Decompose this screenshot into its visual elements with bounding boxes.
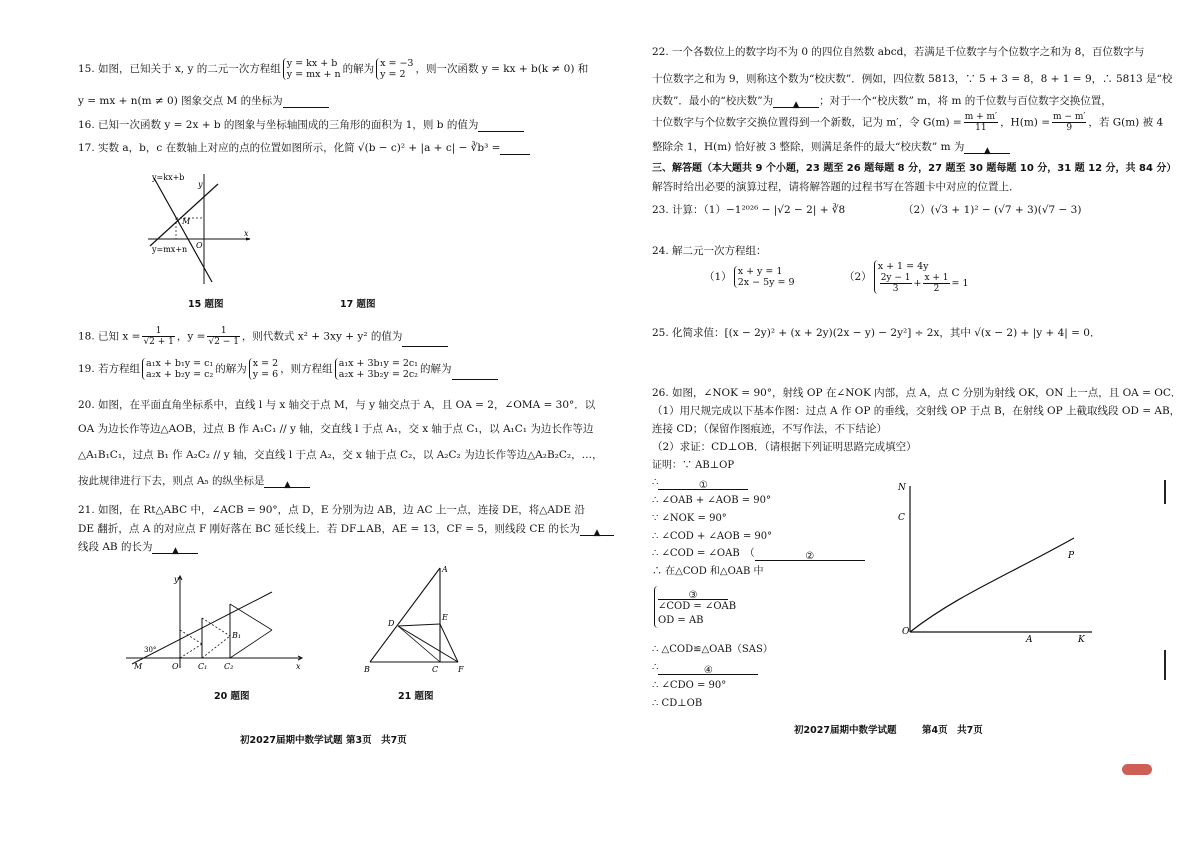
q19-r1: x = 2 xyxy=(252,358,279,369)
q20-line3: △A₁B₁C₁，过点 B₁ 作 A₂C₂ // y 轴，交直线 l 于点 A₂，交 x 轴于点 C₂，以 A₂C₂ 为边长作等边△A₂B₂C₂，…， xyxy=(78,449,603,461)
proof-b2: ∠COD = ∠OAB xyxy=(658,601,737,612)
q15-sol1: x = −3 xyxy=(380,58,414,69)
q22-line4 xyxy=(652,112,1163,133)
footer-right-title: 初2027届期中数学试题 xyxy=(794,725,897,736)
caption-15: 15 题图 xyxy=(188,299,224,310)
q20-line4 xyxy=(78,474,310,488)
fig20-label-M: M xyxy=(134,662,143,671)
q21-text-l2: DE 翻折，点 A 的对应点 F 刚好落在 BC 延长线上．若 DF⊥AB，AE = 13，CF = 5，则线段 CE 的长为 xyxy=(78,523,580,535)
stamp-mark xyxy=(1122,764,1152,775)
q21-line1: 21. 如图，在 Rt△ABC 中，∠ACB = 90°，点 D，E 分别为边 AB，边 AC 上一点，连接 DE，将△ADE 沿 xyxy=(78,504,585,516)
q22-h-num: m − m′ xyxy=(1053,112,1086,122)
q22-text-l4b: ，H(m) = xyxy=(1000,116,1051,129)
answer-triangle-icon: ▲ xyxy=(983,146,991,156)
q19-s1: a₁x + b₁y = c₁ xyxy=(146,358,214,369)
proof-p7: ∴ △COD≌△OAB（SAS） xyxy=(652,644,773,655)
q19 xyxy=(78,358,498,380)
proof-mark-3: ③ xyxy=(688,590,698,601)
q19-text-b: 的解为 xyxy=(215,363,247,375)
q19-text-c: ，则方程组 xyxy=(280,363,333,375)
q24-p2-num2: x + 1 xyxy=(924,273,949,283)
q24-p2-end: = 1 xyxy=(951,278,969,289)
fig20-label-x: x xyxy=(296,662,301,671)
caption-17: 17 题图 xyxy=(340,299,376,310)
proof-p5 xyxy=(652,547,865,561)
q15-text-b: 的解为 xyxy=(342,63,375,75)
q22-h-den: 9 xyxy=(1066,123,1073,133)
proof-blank-3[interactable] xyxy=(658,589,728,600)
fig15-label-x: x xyxy=(244,229,249,238)
q24-p2-den2: 2 xyxy=(933,284,940,294)
q19-system1 xyxy=(142,358,213,380)
q24-p2-frac1 xyxy=(880,273,912,294)
proof-p6: ∴ 在△COD 和△OAB 中 xyxy=(652,566,764,577)
q24-title: 24. 解二元一次方程组： xyxy=(652,245,767,257)
proof-blank-4[interactable] xyxy=(658,664,758,675)
fig26-label-N: N xyxy=(898,483,906,493)
q24-part1 xyxy=(704,266,797,288)
q26-line3: 连接 CD；（保留作图痕迹，不写作法，不下结论） xyxy=(652,423,888,435)
q22-text-l4a: 十位数字与个位数字交换位置得到一个新数，记为 m′，令 G(m) = xyxy=(652,116,962,129)
fig21-label-C: C xyxy=(432,665,439,674)
q19-answer-blank[interactable] xyxy=(452,369,498,380)
proof-p9: ∴ ∠CDO = 90° xyxy=(652,680,727,691)
q17-text: 17. 实数 a，b，c 在数轴上对应的点的位置如图所示，化简 √(b − c)² + |a + c| − ∛b³ = xyxy=(78,142,501,154)
q24-p2-den1: 3 xyxy=(892,284,899,294)
q20-line2: OA 为边长作等边△AOB，过点 B 作 A₁C₁ // y 轴，交直线 l 于点 A₁，交 x 轴于点 C₁，以 A₁C₁ 为边长作等边 xyxy=(78,423,594,435)
q15-answer-blank[interactable] xyxy=(283,97,329,108)
q23: 23. 计算：（1）−1²⁰²⁶ − |√2 − 2| + ∛8 （2）(√3 + 1)² − (√7 + 3)(√7 − 3) xyxy=(652,204,1082,216)
q18-answer-blank[interactable] xyxy=(402,336,448,347)
fig15-label-M: M xyxy=(182,217,191,226)
q18-text-c: ，则代数式 x² + 3xy + y² 的值为 xyxy=(241,330,403,343)
fig15-label-y: y xyxy=(198,180,203,189)
q24-part2 xyxy=(844,260,971,294)
proof-blank-2[interactable] xyxy=(755,550,865,561)
q15-solution xyxy=(376,58,413,80)
q22-h-frac xyxy=(1052,112,1086,133)
fig20-label-C1: C₁ xyxy=(198,662,208,671)
fig20-label-C2: C₂ xyxy=(224,662,234,671)
q21-line3 xyxy=(78,540,198,554)
fig21-label-E: E xyxy=(442,613,448,622)
q19-r2: y = 6 xyxy=(252,369,279,380)
q24-p1-system xyxy=(734,266,795,288)
proof-p4: ∴ ∠COD + ∠AOB = 90° xyxy=(652,531,773,542)
fig20-label-B1: B₁ xyxy=(232,631,242,640)
q17 xyxy=(78,141,530,155)
caption-20: 20 题图 xyxy=(214,691,250,702)
q18-y-frac xyxy=(207,326,239,347)
q18-text-b: ，y = xyxy=(176,330,206,343)
q16-text: 16. 已知一次函数 y = 2x + b 的图象与坐标轴围成的三角形的面积为 1，则 b 的值为 xyxy=(78,119,479,131)
q25: 25. 化简求值：[(x − 2y)² + (x + 2y)(2x − y) − 2y²] ÷ 2x，其中 √(x − 2) + |y + 4| = 0． xyxy=(652,327,1101,339)
q26-line1: 26. 如图，∠NOK = 90°，射线 OP 在∠NOK 内部，点 A，点 C 分别为射线 OK，ON 上一点，且 OA = OC． xyxy=(652,387,1182,399)
fig26-label-O: O xyxy=(902,627,910,637)
answer-triangle-icon: ▲ xyxy=(792,100,800,110)
q15-eq2: y = mx + n xyxy=(286,69,341,80)
proof-brace-group xyxy=(654,586,736,628)
q22-answer-blank-1[interactable] xyxy=(773,97,819,108)
q15-line2 xyxy=(78,94,329,108)
q21-line2 xyxy=(78,522,614,536)
answer-triangle-icon: ▲ xyxy=(593,528,601,538)
q22-line2: 十位数字之和为 9，则称这个数为“校庆数”．例如，四位数 5813，∵ 5 + 3 = 8，8 + 1 = 9，∴ 5813 是“校 xyxy=(652,73,1173,85)
footer-left-page: 第3页 共7页 xyxy=(346,735,407,746)
binding-mark-top xyxy=(1164,480,1166,504)
q22-text-l3b: ；对于一个“校庆数” m，将 m 的千位数与百位数字交换位置， xyxy=(819,95,1112,107)
proof-p10: ∴ CD⊥OB xyxy=(652,698,703,709)
q16-answer-blank[interactable] xyxy=(478,121,524,132)
section3-heading: 三、解答题（本大题共 9 个小题，23 题至 26 题每题 8 分，27 题至 30 题每题 10 分，31 题 12 分，共 84 分） xyxy=(652,163,1177,174)
figure-26 xyxy=(896,476,1096,646)
caption-21: 21 题图 xyxy=(398,691,434,702)
section3-instructions: 解答时给出必要的演算过程，请将解答题的过程书写在答题卡中对应的位置上． xyxy=(652,181,1020,193)
q22-g-den: 11 xyxy=(975,123,987,133)
proof-b3: OD = AB xyxy=(658,615,704,626)
q18-y-num: 1 xyxy=(207,326,239,337)
q21-text-l3: 线段 AB 的长为 xyxy=(78,541,153,553)
proof-mark-1: ① xyxy=(698,480,708,491)
q24-p1a: x + y = 1 xyxy=(737,266,783,277)
q26-line2: （1）用尺规完成以下基本作图：过点 A 作 OP 的垂线，交射线 OP 于点 B，在射线 OP 上截取线段 OD = AB， xyxy=(652,405,1181,417)
q22-line3 xyxy=(652,94,1112,108)
q18-x-frac xyxy=(142,326,174,347)
q22-text-l5: 整除余 1，H(m) 恰好被 3 整除，则满足条件的最大“校庆数” m 为 xyxy=(652,141,965,153)
q19-s2: a₂x + b₂y = c₂ xyxy=(146,369,214,380)
fig26-label-P: P xyxy=(1068,551,1075,561)
q15-text-c: ，则一次函数 y = kx + b(k ≠ 0) 和 xyxy=(415,63,589,75)
proof-mark-2: ② xyxy=(805,551,815,562)
q22-g-num: m + m′ xyxy=(964,112,998,122)
figure-21 xyxy=(362,562,474,678)
q18-y-den: √2 − 1 xyxy=(208,337,239,347)
q15-text-d: y = mx + n(m ≠ 0) 图象交点 M 的坐标为 xyxy=(78,95,283,107)
q15-text-a: 15. 如图，已知关于 x, y 的二元一次方程组 xyxy=(78,63,281,75)
footer-left-title: 初2027届期中数学试题 xyxy=(240,735,343,746)
fig20-label-angle: 30° xyxy=(144,646,157,654)
fig26-label-K: K xyxy=(1078,635,1085,645)
q24-p2-num1: 2y − 1 xyxy=(880,273,911,283)
q16 xyxy=(78,118,524,132)
q15-line1 xyxy=(78,58,588,80)
q24-p2a: x + 1 = 4y xyxy=(877,261,929,272)
figure-20 xyxy=(122,572,308,672)
q15-eq1: y = kx + b xyxy=(286,58,338,69)
q21-answer-blank-2[interactable] xyxy=(152,543,198,554)
fig26-label-A: A xyxy=(1026,635,1033,645)
q24-p2-system: x + 1 = 4y $\frac{2y - 1}{3}$ + $\frac{x + 1}{2}$ = 1 xyxy=(874,260,969,294)
proof-blank-1[interactable] xyxy=(658,479,748,490)
proof-p3: ∵ ∠NOK = 90° xyxy=(652,513,727,524)
q19-text-d: 的解为 xyxy=(420,363,452,375)
q19-system2 xyxy=(335,358,418,380)
q22-answer-blank-2[interactable] xyxy=(964,143,1010,154)
q20-answer-blank[interactable] xyxy=(264,477,310,488)
q24-p1b: 2x − 5y = 9 xyxy=(737,277,795,288)
q22-line5 xyxy=(652,140,1010,154)
q17-answer-blank[interactable] xyxy=(500,144,530,155)
fig21-label-F: F xyxy=(458,665,464,674)
fig15-label-line1: y=kx+b xyxy=(152,173,185,182)
q18-text-a: 18. 已知 x = xyxy=(78,330,141,343)
q19-result xyxy=(249,358,278,380)
q19-t2: a₂x + 3b₂y = 2c₂ xyxy=(338,369,418,380)
q22-text-l3a: 庆数”．最小的“校庆数”为 xyxy=(652,95,774,107)
right-page xyxy=(600,0,1200,849)
answer-triangle-icon: ▲ xyxy=(284,480,291,490)
proof-p5-text: ∴ ∠COD = ∠OAB （ xyxy=(652,548,755,559)
q19-text-a: 19. 若方程组 xyxy=(78,363,141,375)
q15-system xyxy=(283,58,341,80)
proof-p0: 证明：∵ AB⊥OP xyxy=(652,460,735,471)
proof-p8 xyxy=(652,661,758,675)
fig20-label-y: y xyxy=(174,575,179,584)
proof-p1-text: ∴ xyxy=(652,477,659,488)
q22-line1: 22. 一个各数位上的数字均不为 0 的四位自然数 abcd，若满足千位数字与个位数字之和为 8，百位数字与 xyxy=(652,46,1145,58)
proof-p1 xyxy=(652,476,748,490)
q26-line4: （2）求证：CD⊥OB．（请根据下列证明思路完成填空） xyxy=(652,441,917,453)
proof-p2: ∴ ∠OAB + ∠AOB = 90° xyxy=(652,495,772,506)
fig15-label-line2: y=mx+n xyxy=(152,245,188,254)
proof-mark-4: ④ xyxy=(703,665,713,676)
proof-p8-text: ∴ xyxy=(652,662,659,673)
proof-brace xyxy=(652,586,738,628)
q15-sol2: y = 2 xyxy=(380,69,406,80)
q19-t1: a₁x + 3b₁y = 2c₁ xyxy=(338,358,418,369)
figure-15 xyxy=(140,168,260,288)
fig21-label-D: D xyxy=(388,619,395,628)
q20-text-l4: 按此规律进行下去，则点 A₅ 的纵坐标是 xyxy=(78,475,265,487)
q24-p2-label: （2） xyxy=(844,271,872,283)
q18-x-den: √2 + 1 xyxy=(143,337,174,347)
q22-text-l4c: ，若 G(m) 被 4 xyxy=(1088,116,1164,129)
answer-triangle-icon: ▲ xyxy=(172,546,179,556)
fig15-label-O: O xyxy=(196,241,203,250)
q24-p1-label: （1） xyxy=(704,271,732,283)
q24-p2-frac2 xyxy=(923,273,949,294)
fig21-label-A: A xyxy=(442,565,448,574)
q18-x-num: 1 xyxy=(142,326,174,337)
fig21-label-B: B xyxy=(364,665,370,674)
q18 xyxy=(78,326,448,347)
fig20-label-O: O xyxy=(172,662,179,671)
footer-right-page: 第4页 共7页 xyxy=(922,725,983,736)
binding-mark-bottom xyxy=(1164,650,1166,680)
q22-g-frac xyxy=(964,112,998,133)
fig26-label-C: C xyxy=(898,513,905,523)
q20-line1: 20. 如图，在平面直角坐标系中，直线 l 与 x 轴交于点 M，与 y 轴交点于 A，且 OA = 2，∠OMA = 30°．以 xyxy=(78,399,596,411)
